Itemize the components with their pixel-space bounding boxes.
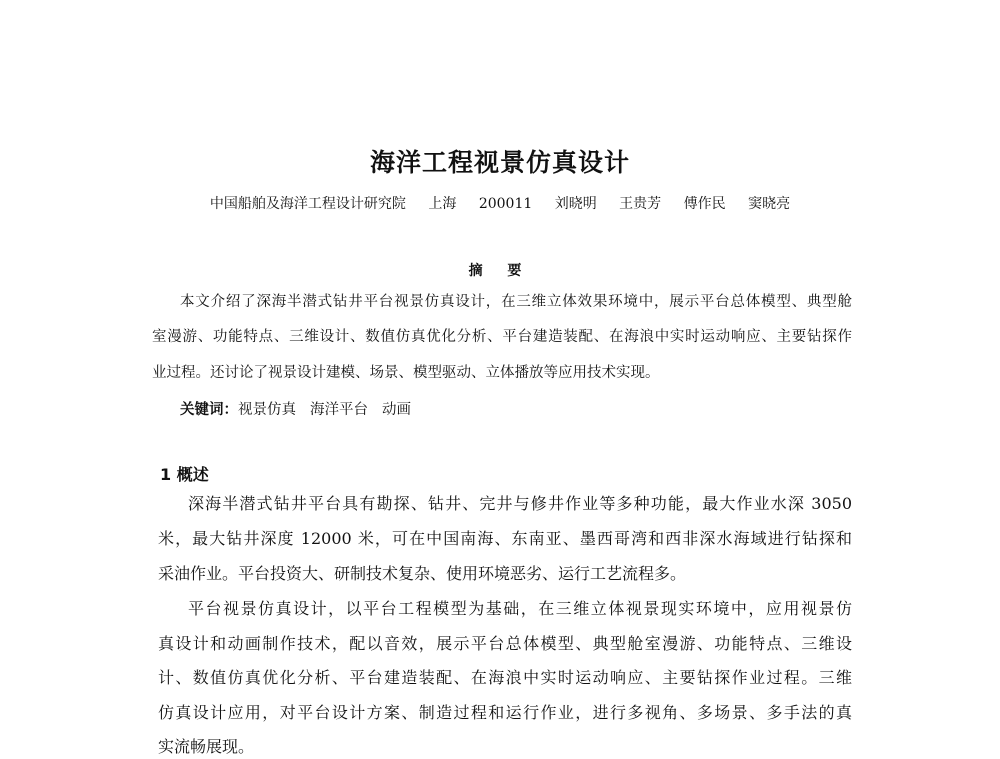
- author-byline: [0, 193, 1000, 213]
- section-heading: 1 概述: [160, 465, 209, 484]
- abstract-line: 本文介绍了深海半潜式钻井平台视景仿真设计，在三维立体效果环境中，展示平台总体模型、典型舱: [180, 294, 852, 310]
- author-name: 窦晓亮: [748, 196, 791, 212]
- abstract-line: 室漫游、功能特点、三维设计、数值仿真优化分析、平台建造装配、在海浪中实时运动响应、主要钻探作: [152, 329, 852, 345]
- paragraph-line: 采油作业。平台投资大、研制技术复杂、使用环境恶劣、运行工艺流程多。: [158, 564, 687, 583]
- paragraph-line: 实流畅展现。: [158, 737, 255, 756]
- paragraph-line: 计、数值仿真优化分析、平台建造装配、在海浪中实时运动响应、主要钻探作业过程。三维: [158, 668, 852, 687]
- paragraph-line: 真设计和动画制作技术，配以音效，展示平台总体模型、典型舱室漫游、功能特点、三维设: [158, 634, 852, 653]
- keywords: [180, 398, 425, 419]
- author-name: 王贵芳: [619, 196, 662, 212]
- paragraph-line: 仿真设计应用，对平台设计方案、制造过程和运行作业，进行多视角、多场景、多手法的真: [158, 703, 852, 722]
- author-name: 刘晓明: [554, 196, 597, 212]
- paragraph-line: 米，最大钻井深度 12000 米，可在中国南海、东南亚、墨西哥湾和西非深水海域进行钻探和: [158, 529, 852, 548]
- postcode: 200011: [478, 196, 533, 212]
- paper-title: 海洋工程视景仿真设计: [369, 148, 630, 177]
- institution: 中国船舶及海洋工程设计研究院: [209, 196, 406, 212]
- paragraph-line: 平台视景仿真设计，以平台工程模型为基础，在三维立体视景现实环境中，应用视景仿: [188, 599, 852, 618]
- keyword: 动画: [382, 402, 411, 418]
- abstract-line: 业过程。还讨论了视景设计建模、场景、模型驱动、立体播放等应用技术实现。: [152, 365, 660, 381]
- city: 上海: [428, 196, 457, 212]
- keyword: 视景仿真: [238, 402, 296, 418]
- author-name: 傅作民: [683, 196, 726, 212]
- paragraph-line: 深海半潜式钻井平台具有勘探、钻井、完井与修井作业等多种功能，最大作业水深 3050: [188, 494, 852, 513]
- abstract-heading: 摘 要: [468, 263, 532, 279]
- keywords-label: 关键词：: [180, 402, 238, 418]
- keyword: 海洋平台: [310, 402, 368, 418]
